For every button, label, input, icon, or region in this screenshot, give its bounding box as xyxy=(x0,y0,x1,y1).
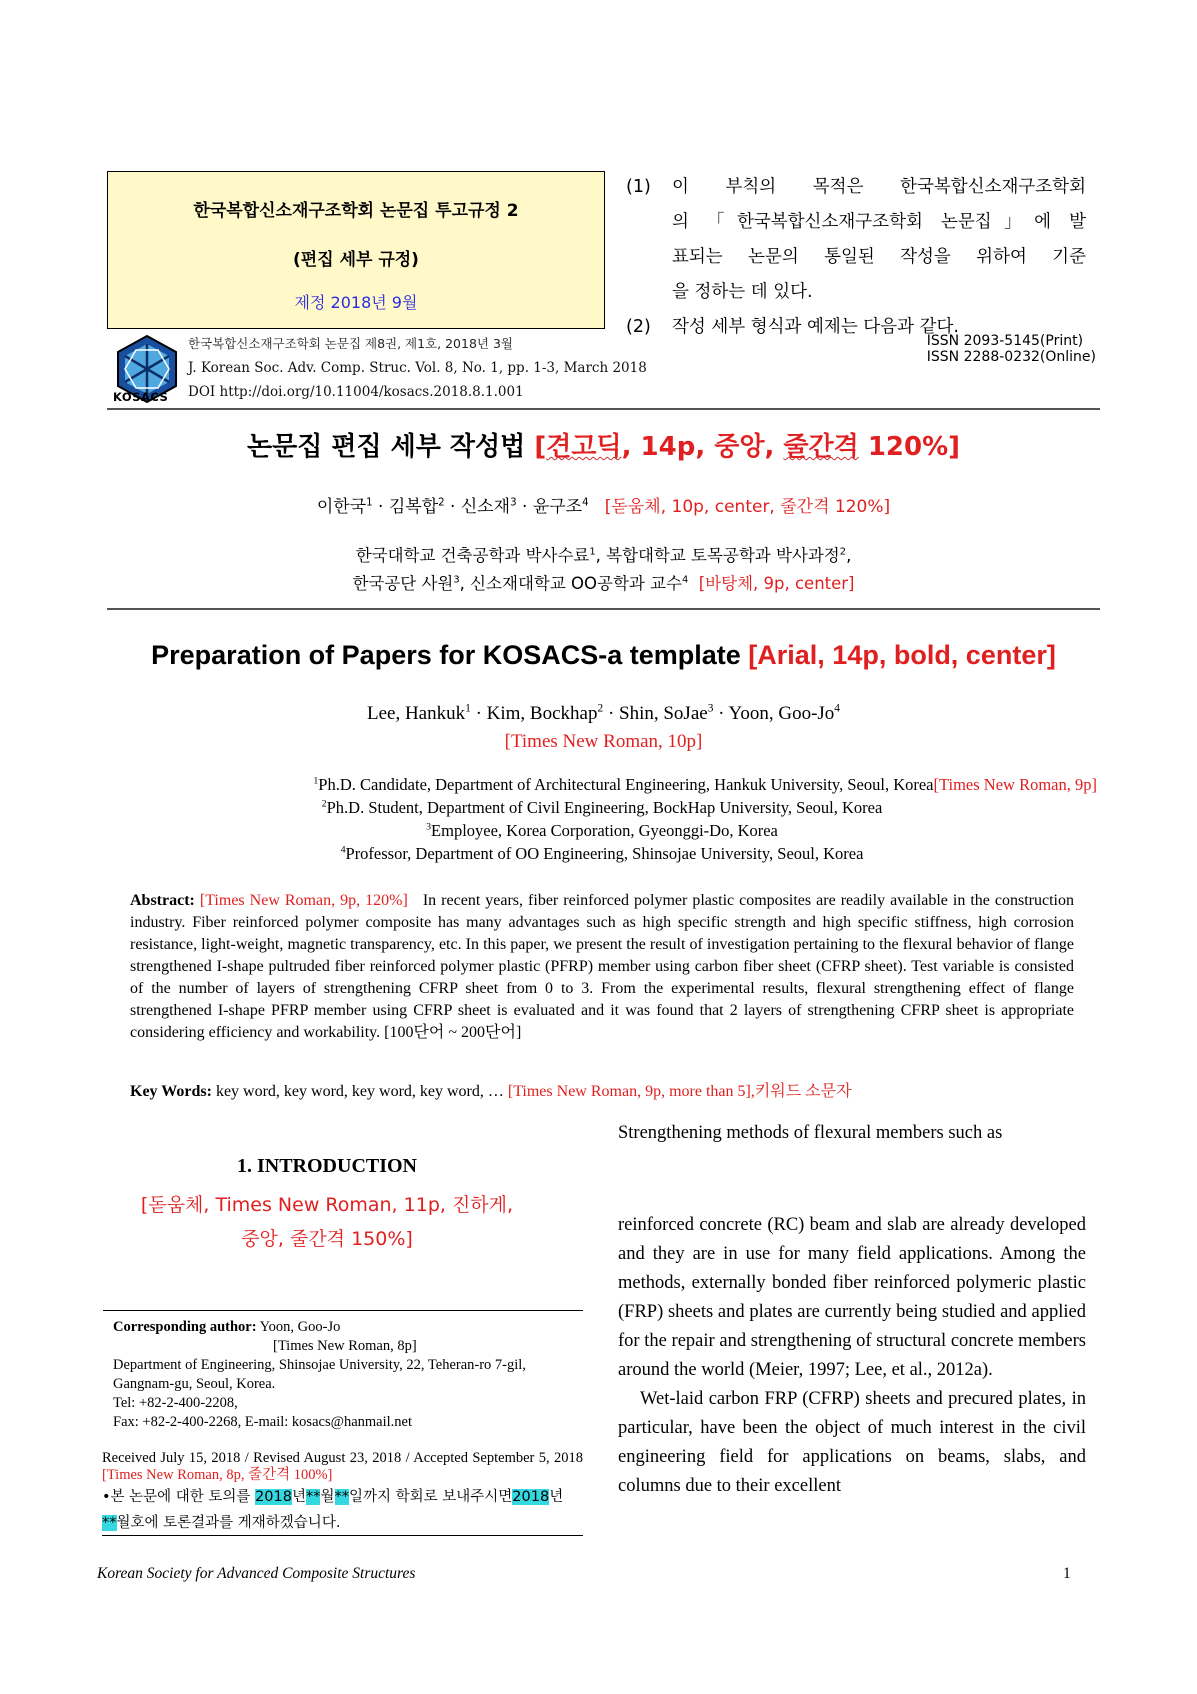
discussion-notice: •본 논문에 대한 토의를 2018년**월**일까지 학회로 보내주시면2018년 **월호에 토론결과를 게재하겠습니다. xyxy=(102,1489,564,1531)
keywords: Key Words: key word, key word, key word, key word, … [Times New Roman, 9p, more than 5],키워드 소문자 xyxy=(130,1083,852,1100)
journal-doi: DOI http://doi.org/10.11004/kosacs.2018.8.1.001 xyxy=(188,384,524,400)
footnote-rule xyxy=(103,1310,583,1311)
ko-authors: 이한국$^1$ · 김복합$^2$ · 신소재$^3$ · 윤구조$^4$ [돋움체, 10p, center, 줄간격 120%] xyxy=(316,497,891,517)
rule-number: (1) xyxy=(626,177,651,197)
affiliation-line: $^2$Ph.D. Student, Department of Civil Engineering, BockHap University, Seoul, Korea xyxy=(321,798,883,817)
en-title: Preparation of Papers for KOSACS-a template [Arial, 14p, bold, center] xyxy=(151,640,1056,670)
intro-heading: 1. INTRODUCTION xyxy=(236,1155,418,1177)
rule-box-date: 제정 2018년 9월 xyxy=(294,293,418,312)
ko-affil-note: [바탕체, 9p, center] xyxy=(698,574,855,593)
rule-line: 작성 세부 형식과 예제는 다음과 같다. xyxy=(672,317,959,337)
rules-list xyxy=(626,170,1086,345)
footer-journal: Korean Society for Advanced Composite Structures xyxy=(97,1565,416,1582)
logo-text: KOSACS xyxy=(113,390,169,404)
notice-rule xyxy=(102,1535,583,1536)
corresponding-author: Corresponding author: Yoon, Goo-Jo [Times New Roman, 8p] Department of Engineering, Shinsojae University, 22, Teheran-ro 7-gil, Gangnam-gu, Seoul, Korea. Tel: +82-2-400-2208, Fax: +82-2-400-2268, E-mail: kosacs@hanmail.net xyxy=(113,1319,526,1430)
keywords-label: Key Words: xyxy=(130,1083,212,1100)
intro-note: [돋움체, Times New Roman, 11p, 진하게, 중앙, 줄간격 150%] xyxy=(140,1194,514,1250)
affiliation-line: $^4$Professor, Department of OO Engineering, Shinsojae University, Seoul, Korea xyxy=(340,844,864,863)
issn xyxy=(927,333,1096,365)
ko-title xyxy=(107,426,1100,463)
en-authors: Lee, Hankuk$^1$ · Kim, Bockhap$^2$ · Shin, SoJae$^3$ · Yoon, Goo-Jo$^4$ [Times New Roman, 10p] xyxy=(107,700,1100,756)
ko-title-main: 논문집 편집 세부 작성법 xyxy=(246,432,535,462)
abstract-text: In recent years, fiber reinforced polymer plastic composites are readily available in the construction industry. Fiber reinforced polymer composite has many advantages such as high specific strength and high specific stiffness, high corrosion resistance, light-weight, magnetic transparency, etc. In this paper, we present the result of investigation pertaining to the flexural behavior of flange strengthened I-shape pultruded fiber reinforced polymer plastic (PFRP) member using carbon fiber sheet (CFRP sheet). Test variable is consisted of the number of layers of strengthening CFRP sheet from 0 to 3. From the experimental results, flexural strengthening effect of flange strengthened I-shape PFRP member using CFRP sheet is evaluated and it was found that 2 layers of strengthening CFRP sheet is appropriate considering efficiency and workability. [100단어 ~ 200단어] xyxy=(130,892,1074,1041)
right-column xyxy=(618,1211,1086,1501)
received-dates: Received July 15, 2018 / Revised August 23, 2018 / Accepted September 5, 2018 [Times New Roman, 8p, 줄간격 100%] xyxy=(102,1450,583,1483)
affiliation-line: $^1$Ph.D. Candidate, Department of Architectural Engineering, Hankuk University, Seoul, Korea[Times New Roman, 9p] xyxy=(313,775,1097,794)
en-title-note: [Arial, 14p, bold, center] xyxy=(748,640,1056,670)
journal-en: J. Korean Soc. Adv. Comp. Struc. Vol. 8, No. 1, pp. 1-3, March 2018 xyxy=(188,360,647,376)
section-rule xyxy=(107,608,1100,610)
rule-item-1 xyxy=(626,170,1086,310)
journal-ko: 한국복합신소재구조학회 논문집 제8권, 제1호, 2018년 3월 xyxy=(188,336,513,351)
abstract-note: [Times New Roman, 9p, 120%] xyxy=(199,892,408,909)
rule-number: (2) xyxy=(626,317,651,337)
rule-box xyxy=(107,171,605,329)
page-number: 1 xyxy=(1063,1565,1071,1582)
en-affiliations xyxy=(107,773,1097,865)
issn-online: ISSN 2288-0232(Online) xyxy=(926,349,1096,365)
keywords-note: [Times New Roman, 9p, more than 5],키워드 소문자 xyxy=(507,1083,852,1100)
rule-line: 의 「한국복합신소재구조학회 논문집」에 발 xyxy=(672,212,1086,232)
affiliation-line: $^3$Employee, Korea Corporation, Gyeonggi-Do, Korea xyxy=(426,821,778,840)
ko-affiliations: 한국대학교 건축공학과 박사수료$^1$, 복합대학교 토목공학과 박사과정$^2$, 한국공단 사원$^3$, 신소재대학교 OO공학과 교수$^4$ [바탕체, 9p, center] xyxy=(352,546,855,593)
journal-info xyxy=(188,332,647,404)
abstract-label: Abstract: xyxy=(130,892,195,909)
body-paragraph: Wet-laid carbon FRP (CFRP) sheets and precured plates, in particular, have been the object of much interest in the civil engineering field for applications on beams, slabs, and columns due to their excellent xyxy=(618,1389,1086,1496)
right-column-body xyxy=(618,1211,1086,1501)
body-paragraph: reinforced concrete (RC) beam and slab are already developed and they are in use for many field applications. Among the methods, externally bonded fiber reinforced polymeric plastic (FRP) sheets and plates are currently being studied and applied for the repair and strengthening of structural concrete members around the world (Meier, 1997; Lee, et al., 2012a). xyxy=(618,1215,1086,1380)
right-column-top: Strengthening methods of flexural members such as xyxy=(618,1123,1003,1143)
abstract xyxy=(130,890,1074,1044)
rule-line: 표되는 논문의 통일된 작성을 위하여 기준 xyxy=(672,247,1086,267)
en-authors-note: [Times New Roman, 10p] xyxy=(504,731,703,752)
header-rule xyxy=(107,408,1100,410)
rule-line: 을 정하는 데 있다. xyxy=(672,282,813,302)
issn-print: ISSN 2093-5145(Print) xyxy=(926,333,1084,349)
ko-authors-note: [돋움체, 10p, center, 줄간격 120%] xyxy=(604,497,891,517)
rule-line: 이 부칙의 목적은 한국복합신소재구조학회 xyxy=(672,177,1086,197)
ko-title-note: [견고딕, 14p, 중앙, 줄간격 120%] xyxy=(534,432,961,462)
rule-box-subtitle: (편집 세부 규정) xyxy=(293,250,419,270)
rule-box-title: 한국복합신소재구조학회 논문집 투고규정 2 xyxy=(193,201,519,221)
